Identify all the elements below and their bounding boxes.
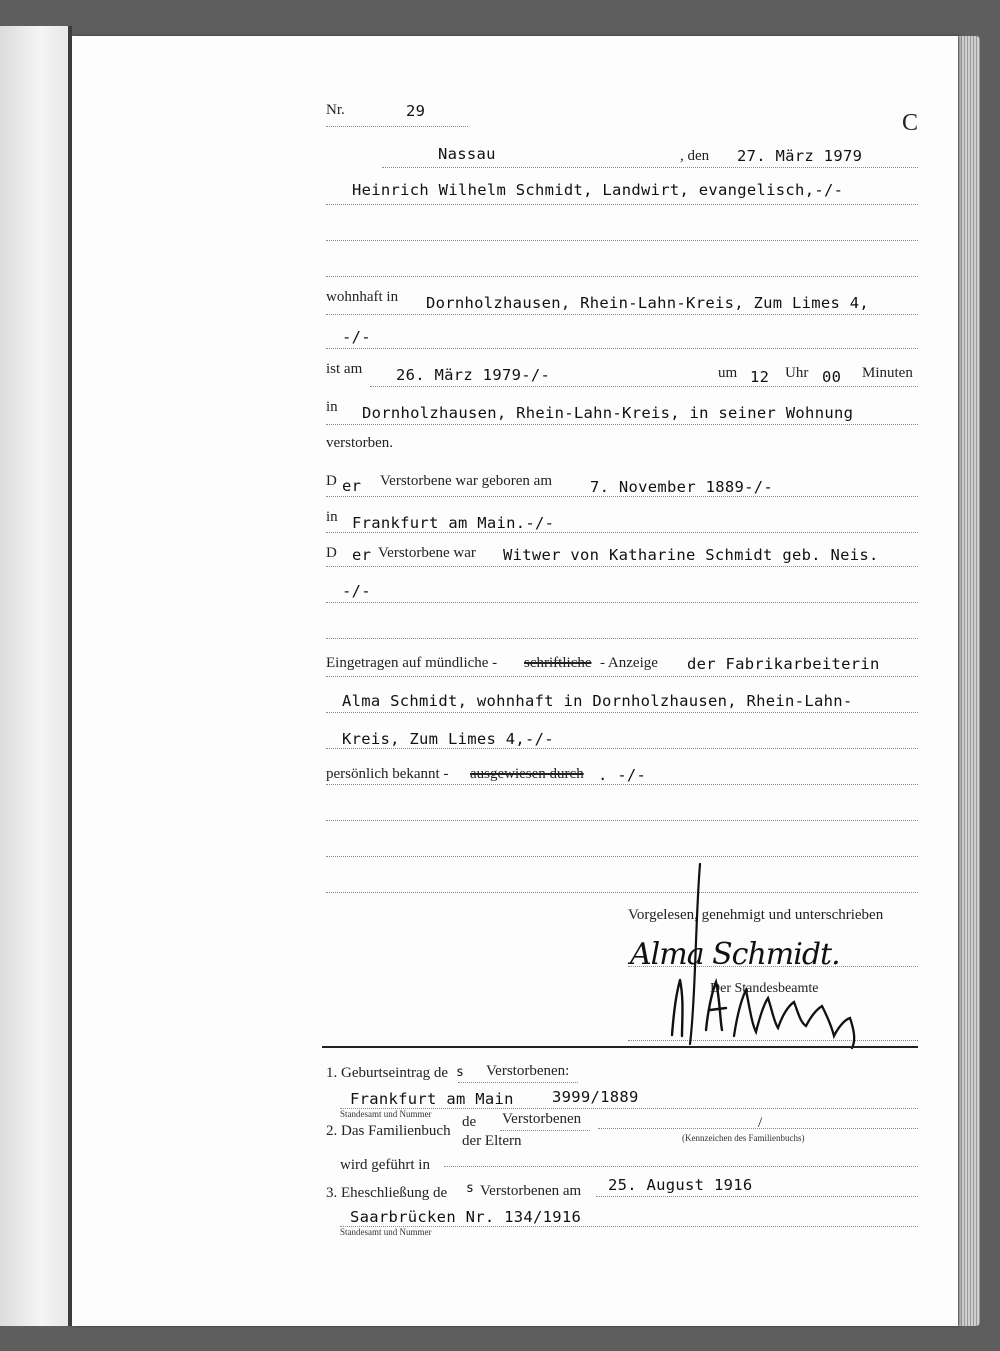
registrar-signature: [660, 860, 900, 1050]
item1-label-end: Verstorbenen:: [486, 1063, 570, 1079]
d-label-2: D: [326, 545, 337, 561]
place-rule: [382, 167, 918, 168]
birth-registry: Frankfurt am Main: [350, 1090, 514, 1108]
rule-5: [326, 348, 918, 349]
separator-line: [322, 1046, 918, 1048]
bekannt-label: persönlich bekannt -: [326, 766, 449, 782]
item1-suffix: s: [456, 1065, 465, 1080]
informant-line1: der Fabrikarbeiterin: [687, 655, 880, 673]
nr-label: Nr.: [326, 102, 345, 118]
death-place: Dornholzhausen, Rhein-Lahn-Kreis, in seiner Wohnung: [362, 404, 854, 422]
marriage-date-rule: [596, 1196, 918, 1197]
rule-18: [326, 856, 918, 857]
rule-10: [326, 566, 918, 567]
anzeige-label: - Anzeige: [600, 655, 658, 671]
war-label: Verstorbene war: [378, 545, 476, 561]
rule-14: [326, 712, 918, 713]
schriftliche-struck: schriftliche: [524, 655, 592, 671]
item2-eltern: der Eltern: [462, 1133, 522, 1149]
marriage-date: 25. August 1916: [608, 1176, 753, 1194]
marriage-registry: Saarbrücken Nr. 134/1916: [350, 1208, 582, 1226]
rule-2: [326, 240, 918, 241]
rule-15: [326, 748, 918, 749]
section-letter: C: [902, 110, 919, 136]
item2-rule-a: [500, 1130, 590, 1131]
rule-11: [326, 602, 918, 603]
item2-label: 2. Das Familienbuch: [326, 1123, 451, 1139]
in-label-2: in: [326, 509, 338, 525]
standesamt-label-1: Standesamt und Nummer: [340, 1109, 432, 1119]
informant-signature: Alma Schmidt.: [630, 937, 840, 972]
eingetragen-label: Eingetragen auf mündliche -: [326, 655, 498, 671]
death-hour: 12: [750, 368, 770, 386]
rule-12: [326, 638, 918, 639]
item1-label: 1. Geburtseintrag de: [326, 1065, 449, 1081]
wohnhaft-label: wohnhaft in: [326, 289, 399, 305]
rule-17: [326, 820, 918, 821]
birth-registry-number: 3999/1889: [552, 1088, 639, 1106]
d-label-1: D: [326, 473, 337, 489]
item3-label-end: Verstorbenen am: [480, 1183, 582, 1199]
item2-verstorbenen: Verstorbenen: [502, 1111, 582, 1127]
nr-value: 29: [406, 102, 426, 120]
nr-rule: [326, 126, 468, 127]
rule-7: [326, 424, 918, 425]
birth-date: 7. November 1889-/-: [590, 478, 774, 496]
rule-4: [326, 314, 918, 315]
rule-9: [326, 532, 918, 533]
death-minutes: 00: [822, 368, 842, 386]
residence-line2: -/-: [342, 328, 371, 346]
rule-1: [326, 204, 918, 205]
standesamt-label-2: Standesamt und Nummer: [340, 1227, 432, 1237]
den-label: , den: [680, 148, 710, 164]
verstorben-label: verstorben.: [326, 435, 394, 451]
rule-16: [326, 784, 918, 785]
ausgewiesen-struck: ausgewiesen durch: [470, 766, 584, 782]
item2-slash: /: [758, 1115, 763, 1131]
born-label: Verstorbene war geboren am: [380, 473, 553, 489]
rule-8: [326, 496, 918, 497]
residence-line1: Dornholzhausen, Rhein-Lahn-Kreis, Zum Limes 4,: [426, 294, 870, 312]
gefuehrt-rule: [444, 1166, 918, 1167]
marital-status-line2: -/-: [342, 582, 371, 600]
ist-am-label: ist am: [326, 361, 363, 377]
rule-13: [326, 676, 918, 677]
vorgelesen-label: Vorgelesen, genehmigt und unterschrieben: [628, 907, 884, 923]
informant-line2: Alma Schmidt, wohnhaft in Dornholzhausen, Rhein-Lahn-: [342, 692, 853, 710]
rule-3: [326, 276, 918, 277]
standesbeamte-label: Der Standesbeamte: [710, 981, 819, 996]
informant-line3: Kreis, Zum Limes 4,-/-: [342, 730, 554, 748]
gefuehrt-label: wird geführt in: [340, 1157, 430, 1173]
record-date: 27. März 1979: [737, 147, 863, 165]
item2-de: de: [462, 1114, 477, 1130]
place-value: Nassau: [438, 145, 496, 163]
kennzeichen-label: (Kennzeichen des Familienbuchs): [682, 1133, 805, 1143]
uhr-label: Uhr: [785, 365, 809, 381]
item3-suffix: s: [466, 1181, 475, 1196]
rule-6: [370, 386, 918, 387]
gender-suffix-1: er: [342, 477, 362, 495]
um-label: um: [718, 365, 738, 381]
minuten-label: Minuten: [862, 365, 913, 381]
deceased-line: Heinrich Wilhelm Schmidt, Landwirt, evangelisch,-/-: [352, 181, 844, 199]
item3-label: 3. Eheschließung de: [326, 1185, 448, 1201]
birth-place: Frankfurt am Main.-/-: [352, 514, 555, 532]
death-date: 26. März 1979-/-: [396, 366, 551, 384]
left-page-edge: [0, 26, 68, 1326]
bekannt-suffix: . -/-: [598, 766, 647, 784]
gender-suffix-2: er: [352, 546, 372, 564]
item1-rule: [458, 1082, 578, 1083]
marital-status: Witwer von Katharine Schmidt geb. Neis.: [503, 546, 879, 564]
in-label: in: [326, 399, 338, 415]
